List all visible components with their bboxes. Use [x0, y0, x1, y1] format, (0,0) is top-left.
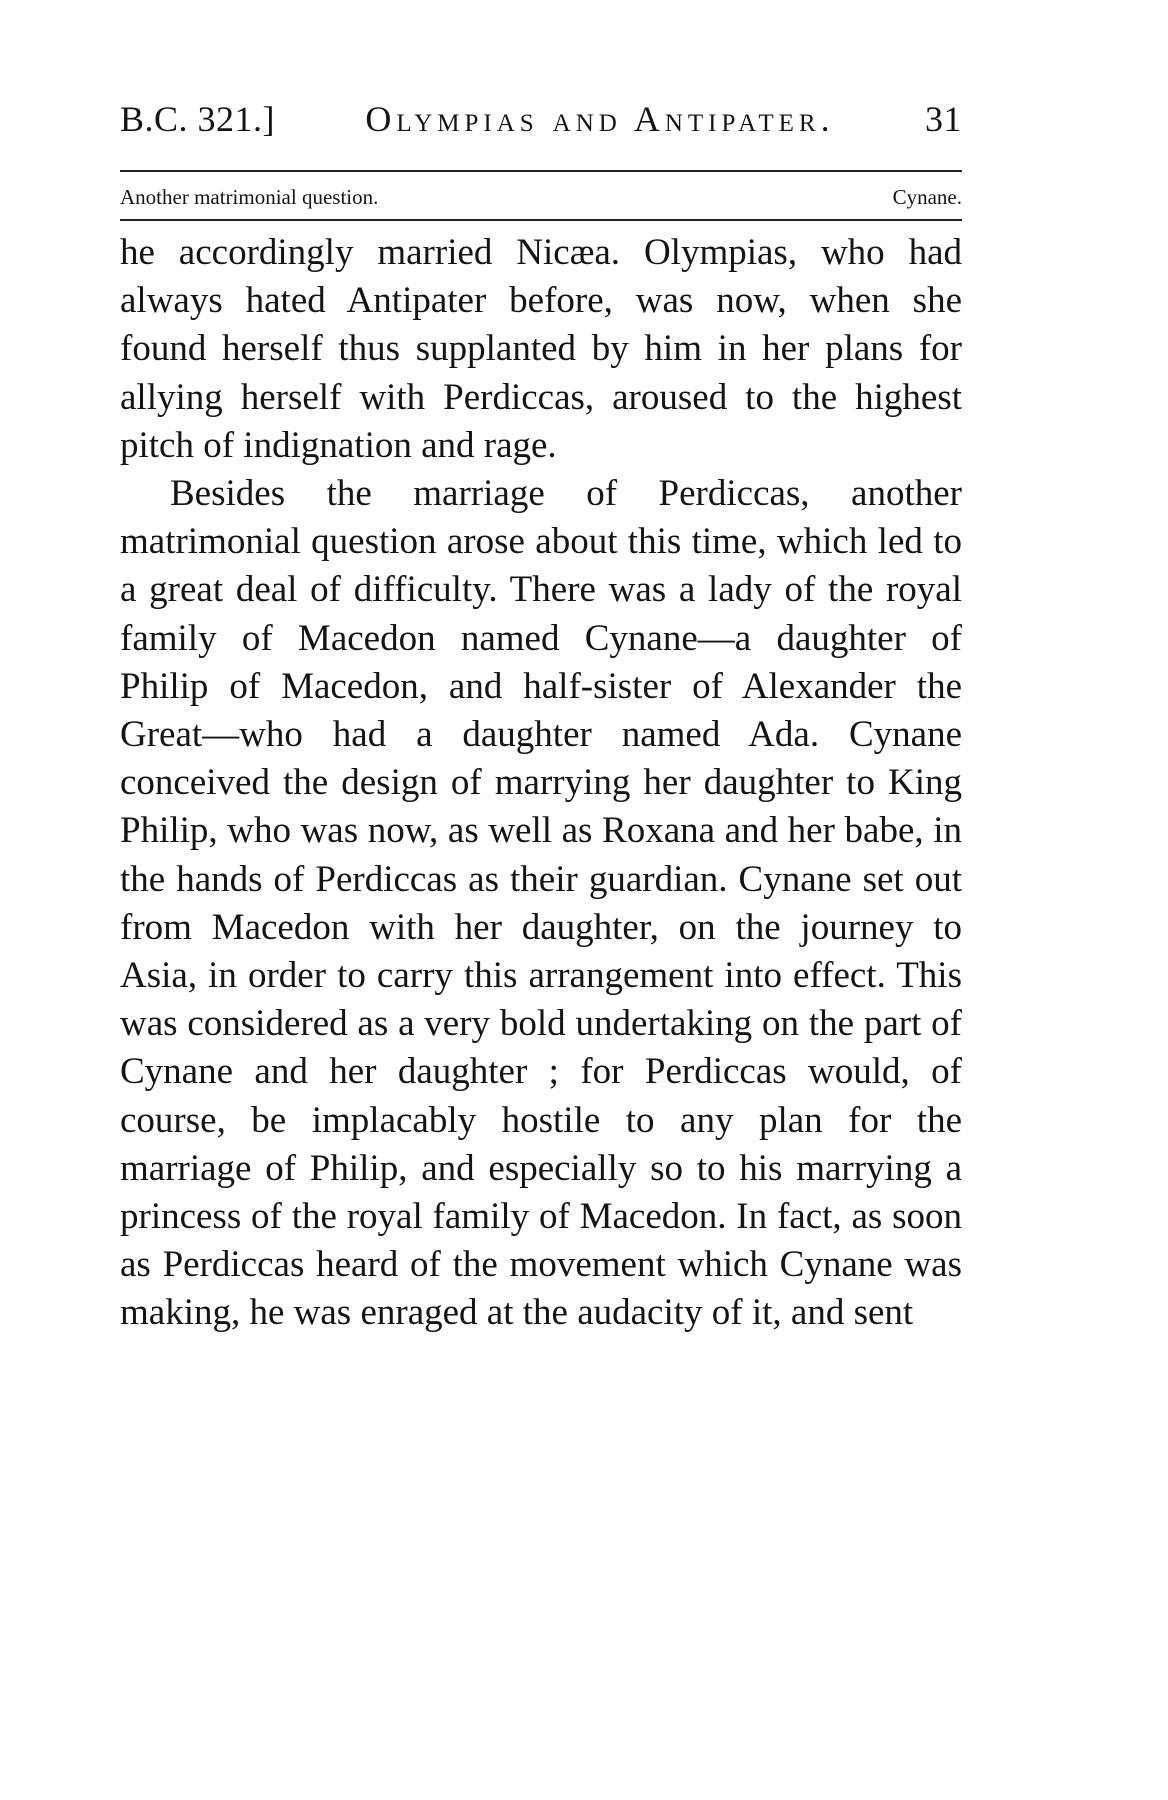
- header-date: B.C. 321.]: [120, 99, 276, 139]
- body-text: [120, 229, 962, 1338]
- page-number: 31: [925, 99, 962, 139]
- subheader-left: Another matrimonial question.: [120, 184, 379, 209]
- paragraph-2: Besides the marriage of Perdiccas, another matrimonial question arose about this time, which led to a great deal of difficulty. There was a lady of the royal family of Macedon named Cynane—a daughter of Philip of Macedon, and half-sister of Alexander the Great—who had a daughter named Ada. Cynane conceived the design of marrying her daughter to King Philip, who was now, as well as Roxana and her babe, in the hands of Perdiccas as their guardian. Cynane set out from Macedon with her daughter, on the journey to Asia, in order to carry this arrangement into effect. This was considered as a very bold undertaking on the part of Cynane and her daughter ; for Perdiccas would, of course, be implacably hostile to any plan for the marriage of Philip, and especially so to his marrying a princess of the royal family of Macedon. In fact, as soon as Perdiccas heard of the movement which Cynane was making, he was enraged at the audacity of it, and sent: [120, 473, 962, 1334]
- paragraph-1: he accordingly married Nicæa. Olympias, who had always hated Antipater before, was now, when she found herself thus supplanted by him in her plans for allying herself with Perdiccas, aroused to the highest pitch of indignation and rage.: [120, 232, 962, 466]
- subheader: [120, 181, 962, 213]
- header-rule-top: [120, 170, 962, 172]
- subheader-right: Cynane.: [892, 184, 962, 209]
- header-title: Olympias and Antipater.: [365, 99, 835, 139]
- running-head: [120, 98, 962, 158]
- header-rule-bottom: [120, 219, 962, 221]
